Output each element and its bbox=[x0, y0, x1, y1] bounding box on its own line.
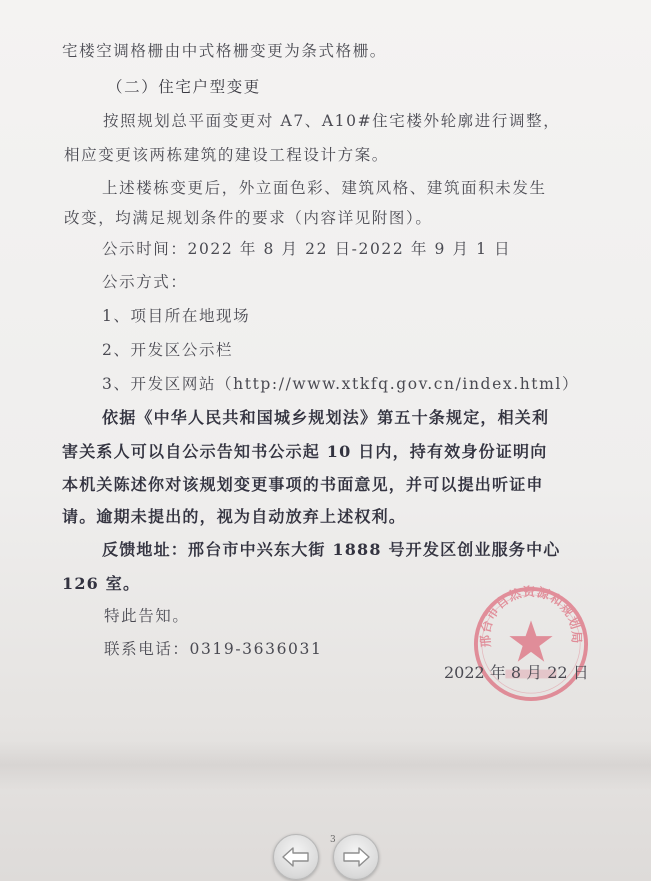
notice-method-label: 公示方式： bbox=[102, 273, 188, 291]
feedback-address-line-1: 反馈地址：邢台市中兴东大街 1888 号开发区创业服务中心 bbox=[102, 540, 561, 559]
prev-page-button[interactable] bbox=[273, 834, 319, 880]
legal-text-line-2: 害关系人可以自公示告知书公示起 10 日内，持有效身份证明向 bbox=[62, 442, 548, 461]
notice-period: 公示时间：2022 年 8 月 22 日-2022 年 9 月 1 日 bbox=[102, 240, 512, 258]
legal-text-line-3: 本机关陈述你对该规划变更事项的书面意见，并可以提出听证申 bbox=[62, 475, 544, 494]
svg-text:邢台市自然资源和规划局: 邢台市自然资源和规划局 bbox=[478, 585, 584, 648]
contact-phone: 联系电话：0319-3636031 bbox=[104, 640, 323, 658]
text-line-4: 相应变更该两栋建筑的建设工程设计方案。 bbox=[64, 146, 389, 164]
notice-date: 2022 年 8 月 22 日 bbox=[444, 663, 589, 682]
method-item-2: 2、开发区公示栏 bbox=[102, 341, 234, 359]
arrow-left-icon bbox=[281, 846, 311, 868]
text-line-1: 宅楼空调格栅由中式格栅变更为条式格栅。 bbox=[62, 42, 387, 60]
closing-text: 特此告知。 bbox=[104, 607, 190, 625]
next-page-button[interactable] bbox=[333, 834, 379, 880]
legal-text-line-4: 请。逾期未提出的，视为自动放弃上述权利。 bbox=[62, 507, 407, 526]
scan-shadow bbox=[0, 740, 651, 790]
section-heading-unit-type: （二）住宅户型变更 bbox=[107, 78, 261, 96]
page-number: 3 bbox=[330, 835, 336, 845]
text-line-6: 改变，均满足规划条件的要求（内容详见附图）。 bbox=[64, 209, 433, 227]
text-line-3: 按照规划总平面变更对 A7、A10#住宅楼外轮廓进行调整， bbox=[103, 112, 561, 130]
method-item-3: 3、开发区网站（http://www.xtkfq.gov.cn/index.html） bbox=[102, 375, 580, 393]
method-item-1: 1、项目所在地现场 bbox=[102, 307, 251, 325]
official-seal-icon bbox=[472, 585, 590, 703]
arrow-right-icon bbox=[341, 846, 371, 868]
text-line-5: 上述楼栋变更后，外立面色彩、建筑风格、建筑面积未发生 bbox=[102, 179, 547, 197]
legal-text-line-1: 依据《中华人民共和国城乡规划法》第五十条规定，相关利 bbox=[102, 408, 550, 427]
feedback-address-line-2: 126 室。 bbox=[62, 574, 141, 593]
